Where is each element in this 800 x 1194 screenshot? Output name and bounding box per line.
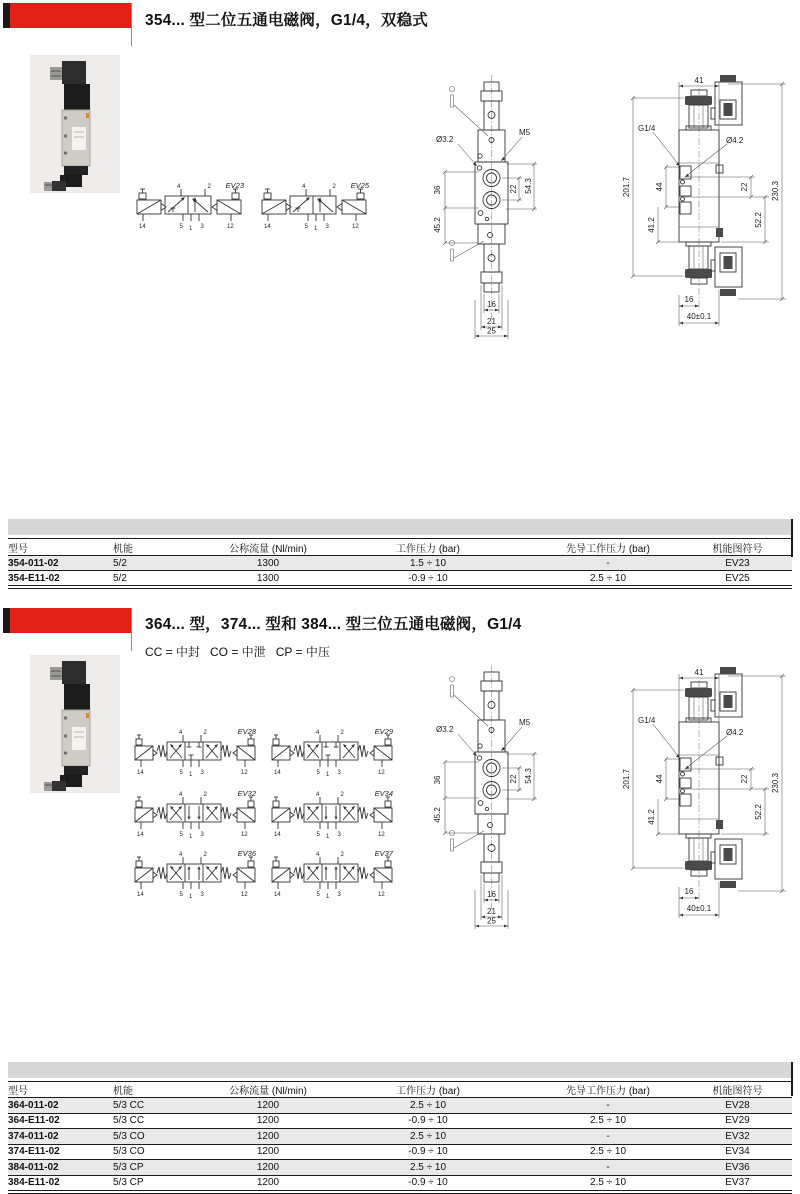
port-label: 14 [137, 892, 144, 898]
dim-thread: M5 [519, 718, 531, 727]
product-photo [30, 655, 120, 793]
port-label: 4 [316, 730, 320, 736]
dim-52-2: 52.2 [754, 804, 763, 820]
valve-outline [679, 75, 742, 296]
table-row [8, 556, 792, 571]
dim-54-3: 54.3 [524, 178, 533, 194]
table-header-row [8, 539, 792, 556]
port-label: 4 [179, 852, 183, 858]
schematic-ev36 [133, 848, 257, 900]
port-label: 12 [241, 892, 248, 898]
dim-41-2: 41.2 [647, 809, 656, 825]
section2-front-drawing [432, 662, 604, 935]
valve-body [135, 735, 255, 767]
dim-22: 22 [740, 774, 749, 784]
table-band [8, 1062, 792, 1078]
port-label: 1 [189, 834, 193, 840]
dim-44: 44 [655, 182, 664, 192]
symbol-label: EV29 [374, 727, 393, 736]
port-label: 4 [316, 852, 320, 858]
cell-pilot: 2.5 ÷ 10 [589, 572, 627, 584]
port-label: 12 [241, 832, 248, 838]
symbol-label: EV25 [350, 181, 369, 190]
dim-thread: M5 [519, 128, 531, 137]
cell-pressure: 2.5 ÷ 10 [409, 1099, 447, 1111]
dim-g14: G1/4 [638, 716, 656, 725]
dim-45-2: 45.2 [433, 217, 442, 233]
port-label: 2 [340, 730, 344, 736]
table-band [8, 519, 792, 535]
valve-symbol-5-3 [133, 848, 257, 900]
section2-table [8, 1062, 792, 1194]
port-label: 1 [189, 894, 193, 900]
valve-symbol-5-3 [133, 788, 257, 840]
port-label: 1 [189, 226, 193, 232]
dim-hole: Ø3.2 [436, 135, 454, 144]
cell-model: 374-E11-02 [8, 1146, 60, 1158]
mounting-screws [449, 676, 488, 851]
dim-16: 16 [487, 890, 496, 899]
table-row [8, 1144, 792, 1160]
banner-rule [131, 608, 132, 651]
dim-40: 40±0.1 [686, 312, 712, 321]
port-label: 14 [264, 224, 271, 230]
port-label: 14 [274, 892, 281, 898]
symbol-label: EV36 [237, 849, 256, 858]
port-label: 3 [200, 224, 204, 230]
cell-function: 5/2 [113, 557, 127, 569]
dim-201-7: 201.7 [622, 768, 631, 790]
side-view-drawing [608, 70, 800, 345]
port-label: 5 [179, 892, 183, 898]
cell-function: 5/3 CO [113, 1130, 145, 1142]
port-label: 3 [200, 770, 204, 776]
cell-pressure: 1.5 ÷ 10 [409, 557, 447, 569]
valve-body [135, 797, 255, 829]
dim-44: 44 [655, 774, 664, 784]
cell-flow: 1200 [256, 1161, 280, 1173]
dimension-lines [631, 82, 786, 326]
cell-pilot: - [606, 557, 610, 569]
schematic-ev23 [133, 180, 245, 232]
dim-hole: Ø4.2 [726, 728, 744, 737]
table-row [8, 1113, 792, 1129]
schematic-ev25 [258, 180, 370, 232]
cell-pressure: -0.9 ÷ 10 [408, 1146, 448, 1158]
section2-legend: CC = 中封 CO = 中泄 CP = 中压 [145, 645, 330, 659]
port-label: 2 [340, 792, 344, 798]
col-model: 型号 [8, 543, 28, 555]
table-endline [8, 588, 792, 589]
cell-function: 5/3 CC [113, 1099, 145, 1111]
col-pressure: 工作压力 (bar) [396, 543, 460, 555]
section2-title: 364... 型，374... 型和 384... 型三位五通电磁阀，G1/4 [145, 616, 522, 633]
cell-flow: 1200 [256, 1146, 280, 1158]
port-label: 2 [340, 852, 344, 858]
dim-16: 16 [684, 295, 694, 304]
section1-banner [10, 3, 131, 28]
table-row [8, 571, 792, 586]
dim-hole: Ø3.2 [436, 725, 454, 734]
col-flow: 公称流量 (Nl/min) [229, 543, 307, 555]
port-label: 3 [337, 770, 341, 776]
section2-photo [30, 655, 120, 798]
port-label: 4 [302, 184, 306, 190]
cell-flow: 1200 [256, 1099, 280, 1111]
valve-body [272, 735, 392, 767]
cell-symbol: EV32 [725, 1130, 750, 1142]
cell-model: 384-E11-02 [8, 1177, 60, 1189]
dim-54-3: 54.3 [524, 768, 533, 784]
schematic-ev34 [270, 788, 394, 840]
table-row [8, 1129, 792, 1145]
port-label: 12 [378, 770, 385, 776]
port-label: 5 [179, 832, 183, 838]
cell-flow: 1200 [256, 1130, 280, 1142]
front-view-drawing [432, 662, 604, 930]
cell-flow: 1300 [256, 557, 280, 569]
symbol-label: EV23 [225, 181, 244, 190]
dim-21: 21 [487, 907, 496, 916]
cell-function: 5/3 CP [113, 1177, 144, 1189]
cell-pilot: 2.5 ÷ 10 [589, 1146, 627, 1158]
cell-flow: 1300 [256, 572, 280, 584]
dim-41: 41 [694, 76, 704, 85]
port-label: 2 [332, 184, 336, 190]
cell-function: 5/3 CO [113, 1146, 145, 1158]
port-label: 2 [207, 184, 211, 190]
valve-body [262, 189, 366, 221]
dim-201-7: 201.7 [622, 176, 631, 198]
table-row [8, 1160, 792, 1176]
col-function: 机能 [113, 1086, 133, 1097]
cell-symbol: EV28 [725, 1099, 750, 1111]
cell-model: 364-E11-02 [8, 1115, 60, 1127]
dim-22: 22 [509, 774, 518, 784]
cell-pilot: 2.5 ÷ 10 [589, 1115, 627, 1127]
dim-16: 16 [487, 300, 496, 309]
section1-photo [30, 55, 120, 198]
port-label: 4 [177, 184, 181, 190]
cell-pressure: -0.9 ÷ 10 [408, 1177, 448, 1189]
dim-16: 16 [684, 887, 694, 896]
dim-41: 41 [694, 668, 704, 677]
port-label: 12 [378, 892, 385, 898]
port-label: 1 [326, 894, 330, 900]
cell-function: 5/3 CC [113, 1115, 145, 1127]
cell-symbol: EV29 [725, 1115, 750, 1127]
cell-pressure: -0.9 ÷ 10 [408, 572, 448, 584]
cell-pressure: -0.9 ÷ 10 [408, 1115, 448, 1127]
valve-symbol-5-3 [270, 788, 394, 840]
port-label: 4 [316, 792, 320, 798]
port-label: 3 [337, 832, 341, 838]
valve-symbol-5-2 [133, 180, 245, 232]
col-flow: 公称流量 (Nl/min) [229, 1086, 307, 1097]
dim-52-2: 52.2 [754, 212, 763, 228]
valve-body [272, 857, 392, 889]
section1-table [8, 519, 792, 589]
port-label: 3 [200, 832, 204, 838]
section2-side-drawing [608, 662, 800, 942]
cell-model: 374-011-02 [8, 1130, 59, 1142]
port-label: 14 [137, 770, 144, 776]
valve-body [137, 189, 241, 221]
symbol-label: EV34 [374, 789, 393, 798]
port-label: 1 [326, 772, 330, 778]
cell-symbol: EV37 [725, 1177, 750, 1189]
port-label: 2 [203, 730, 207, 736]
cell-symbol: EV36 [725, 1161, 750, 1173]
port-label: 3 [200, 892, 204, 898]
cell-flow: 1200 [256, 1177, 280, 1189]
banner-black-edge [3, 608, 10, 633]
port-label: 2 [203, 792, 207, 798]
col-symbol: 机能图符号 [712, 543, 763, 555]
valve-outline [679, 667, 742, 888]
dim-230-3: 230.3 [771, 180, 780, 202]
port-label: 5 [179, 770, 183, 776]
dim-25: 25 [487, 326, 496, 336]
cell-pilot: 2.5 ÷ 10 [589, 1177, 627, 1189]
port-label: 5 [316, 892, 320, 898]
cell-flow: 1200 [256, 1115, 280, 1127]
section1-side-drawing [608, 70, 800, 350]
mounting-screws [449, 86, 488, 261]
cell-symbol: EV25 [725, 572, 750, 584]
port-label: 12 [378, 832, 385, 838]
port-label: 4 [179, 792, 183, 798]
symbol-label: EV37 [374, 849, 393, 858]
cell-symbol: EV34 [725, 1146, 750, 1158]
cell-function: 5/3 CP [113, 1161, 144, 1173]
port-label: 3 [325, 224, 329, 230]
valve-symbol-5-3 [270, 848, 394, 900]
valve-symbol-5-3 [270, 726, 394, 778]
schematic-ev37 [270, 848, 394, 900]
dim-36: 36 [433, 775, 442, 785]
dim-45-2: 45.2 [433, 807, 442, 823]
dim-41-2: 41.2 [647, 217, 656, 233]
schematic-ev32 [133, 788, 257, 840]
table-row [8, 1098, 792, 1114]
symbol-label: EV32 [237, 789, 256, 798]
table-row [8, 1175, 792, 1191]
valve-body [272, 797, 392, 829]
port-label: 14 [274, 832, 281, 838]
dim-21: 21 [487, 317, 496, 326]
port-label: 5 [316, 832, 320, 838]
dim-40: 40±0.1 [686, 904, 712, 913]
dim-22: 22 [740, 182, 749, 192]
cell-model: 384-011-02 [8, 1161, 59, 1173]
band-tick [791, 519, 793, 557]
front-view-drawing [432, 72, 604, 340]
dim-230-3: 230.3 [771, 772, 780, 794]
port-label: 1 [326, 834, 330, 840]
cell-model: 354-E11-02 [8, 572, 60, 584]
cell-model: 364-011-02 [8, 1099, 59, 1111]
port-label: 3 [337, 892, 341, 898]
port-label: 5 [179, 224, 183, 230]
cell-symbol: EV23 [725, 557, 750, 569]
port-label: 1 [314, 226, 318, 232]
col-pilot: 先导工作压力 (bar) [566, 543, 650, 555]
cell-model: 354-011-02 [8, 557, 59, 569]
port-label: 2 [203, 852, 207, 858]
port-label: 5 [304, 224, 308, 230]
dim-25: 25 [487, 916, 496, 926]
port-label: 1 [189, 772, 193, 778]
band-tick [791, 1062, 793, 1096]
schematic-ev29 [270, 726, 394, 778]
cell-pilot: - [606, 1161, 610, 1173]
dim-hole: Ø4.2 [726, 136, 744, 145]
port-label: 12 [241, 770, 248, 776]
port-label: 12 [227, 224, 234, 230]
banner-black-edge [3, 3, 10, 28]
cell-pressure: 2.5 ÷ 10 [409, 1161, 447, 1173]
schematic-ev28 [133, 726, 257, 778]
section1-title: 354... 型二位五通电磁阀，G1/4，双稳式 [145, 12, 428, 29]
cell-pressure: 2.5 ÷ 10 [409, 1130, 447, 1142]
col-function: 机能 [113, 543, 133, 555]
cell-pilot: - [606, 1130, 610, 1142]
port-label: 4 [179, 730, 183, 736]
port-label: 5 [316, 770, 320, 776]
port-label: 14 [274, 770, 281, 776]
port-label: 12 [352, 224, 359, 230]
port-label: 14 [137, 832, 144, 838]
section2-banner [10, 608, 131, 633]
valve-body [135, 857, 255, 889]
table-header-row [8, 1082, 792, 1098]
dim-g14: G1/4 [638, 124, 656, 133]
col-symbol: 机能图符号 [712, 1086, 763, 1097]
section1-front-drawing [432, 72, 604, 345]
port-label: 14 [139, 224, 146, 230]
dim-36: 36 [433, 185, 442, 195]
col-model: 型号 [8, 1086, 28, 1097]
product-photo [30, 55, 120, 193]
col-pressure: 工作压力 (bar) [396, 1086, 460, 1097]
col-pilot: 先导工作压力 (bar) [566, 1086, 650, 1097]
cell-pilot: - [606, 1099, 610, 1111]
dimension-lines [631, 674, 786, 918]
dim-22: 22 [509, 184, 518, 194]
valve-symbol-5-3 [133, 726, 257, 778]
cell-function: 5/2 [113, 572, 127, 584]
side-view-drawing [608, 662, 800, 937]
symbol-label: EV28 [237, 727, 256, 736]
valve-symbol-5-2 [258, 180, 370, 232]
banner-rule [131, 3, 132, 46]
